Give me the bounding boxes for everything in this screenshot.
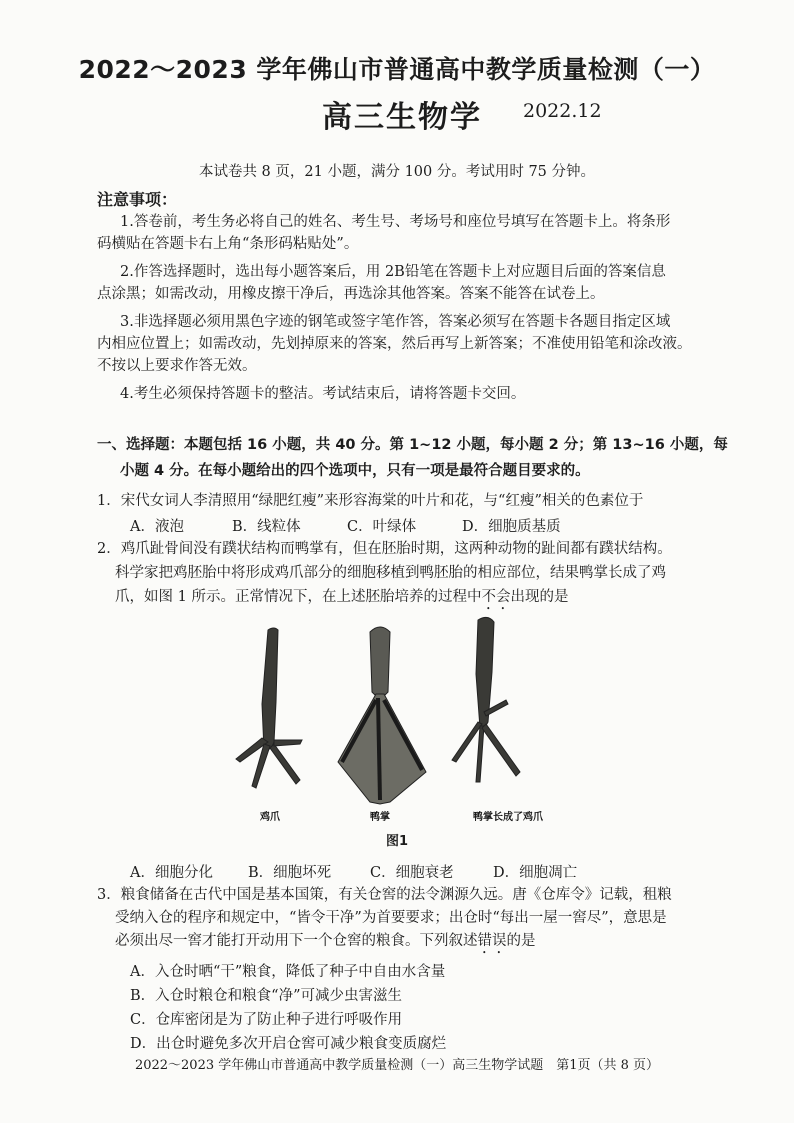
section-1-heading-line-2: 小题 4 分。在每小题给出的四个选项中，只有一项是最符合题目要求的。 bbox=[120, 463, 590, 479]
duck-foot-drawing bbox=[338, 627, 426, 804]
hybrid-foot-drawing bbox=[452, 617, 520, 782]
question-2-line-3-tail: 出现的是 bbox=[510, 589, 569, 605]
exam-title: 2022～2023 学年佛山市普通高中教学质量检测（一） bbox=[78, 55, 716, 84]
page-footer: 2022～2023 学年佛山市普通高中教学质量检测（一）高三生物学试题 第1页（共 8 页） bbox=[134, 1058, 660, 1073]
notice-item-2-line-2: 点涂黑；如需改动，用橡皮擦干净后，再选涂其他答案。答案不能答在试卷上。 bbox=[97, 286, 605, 302]
question-3-option-a: A．入仓时晒“干”粮食，降低了种子中自由水含量 bbox=[130, 964, 446, 980]
notice-item-3-line-3: 不按以上要求作答无效。 bbox=[97, 358, 257, 374]
notice-heading: 注意事项： bbox=[97, 190, 178, 209]
figure-label-duck: 鸭掌 bbox=[370, 812, 390, 823]
question-1-option-a: A．液泡 bbox=[130, 519, 184, 535]
figure-label-chicken: 鸡爪 bbox=[260, 812, 280, 823]
question-3-line-3-text: 必须出尽一窖才能打开动用下一个仓窖的粮食。下列叙述 bbox=[115, 933, 478, 949]
question-2-line-3-text: 爪，如图 1 所示。正常情况下，在上述胚胎培养的过程中 bbox=[115, 589, 482, 605]
question-3-line-2: 受纳入仓的程序和规定中，“皆令干净”为首要要求；出仓时“每出一屋一窖尽”，意思是 bbox=[115, 910, 667, 926]
notice-item-4-line-1: 4.考生必须保持答题卡的整洁。考试结束后，请将答题卡交回。 bbox=[120, 386, 526, 402]
question-3-line-3 bbox=[115, 930, 536, 957]
question-3-emphasis: 错误 bbox=[477, 933, 507, 949]
question-3-line-3-tail: 的是 bbox=[506, 933, 536, 949]
question-2-option-c: C．细胞衰老 bbox=[370, 865, 454, 881]
question-2-line-2: 科学家把鸡胚胎中将形成鸡爪部分的细胞移植到鸭胚胎的相应部位，结果鸭掌长成了鸡 bbox=[115, 565, 666, 581]
question-3-option-b: B．入仓时粮仓和粮食“净”可减少虫害滋生 bbox=[130, 988, 402, 1004]
question-1-option-b: B．线粒体 bbox=[232, 519, 301, 535]
question-3-option-d: D．出仓时避免多次开启仓窖可减少粮食变质腐烂 bbox=[130, 1036, 447, 1052]
question-3-line-1: 3．粮食储备在古代中国是基本国策，有关仓窖的法令渊源久远。唐《仓库令》记载，租粮 bbox=[97, 887, 672, 903]
subject-title: 高三生物学 bbox=[322, 100, 482, 135]
figure-caption: 图1 bbox=[385, 834, 409, 849]
notice-item-2-line-1: 2.作答选择题时，选出每小题答案后，用 2B铅笔在答题卡上对应题目后面的答案信息 bbox=[120, 264, 666, 280]
notice-item-1-line-1: 1.答卷前，考生务必将自己的姓名、考生号、考场号和座位号填写在答题卡上。将条形 bbox=[120, 214, 671, 230]
question-2-option-a: A．细胞分化 bbox=[130, 865, 213, 881]
chicken-foot-drawing bbox=[236, 628, 302, 788]
figure-label-hybrid: 鸭掌长成了鸡爪 bbox=[473, 812, 543, 823]
question-1-option-d: D．细胞质基质 bbox=[462, 519, 561, 535]
notice-item-3-line-2: 内相应位置上；如需改动，先划掉原来的答案，然后再写上新答案；不准使用铅笔和涂改液。 bbox=[97, 336, 692, 352]
notice-item-1-line-2: 码横贴在答题卡右上角“条形码粘贴处”。 bbox=[97, 236, 359, 252]
feet-figure bbox=[230, 612, 570, 827]
exam-info: 本试卷共 8 页，21 小题，满分 100 分。考试用时 75 分钟。 bbox=[198, 164, 596, 180]
question-3-option-c: C．仓库密闭是为了防止种子进行呼吸作用 bbox=[130, 1012, 403, 1028]
question-2-option-d: D．细胞凋亡 bbox=[493, 865, 578, 881]
notice-item-3-line-1: 3.非选择题必须用黑色字迹的钢笔或签字笔作答，答案必须写在答题卡各题目指定区域 bbox=[120, 314, 671, 330]
question-2-option-b: B．细胞坏死 bbox=[248, 865, 332, 881]
question-2-emphasis: 不会 bbox=[481, 589, 511, 605]
question-1-option-c: C．叶绿体 bbox=[347, 519, 417, 535]
exam-date: 2022.12 bbox=[523, 100, 602, 122]
question-2-line-3 bbox=[115, 586, 568, 613]
question-2-line-1: 2．鸡爪趾骨间没有蹼状结构而鸭掌有，但在胚胎时期，这两种动物的趾间都有蹼状结构。 bbox=[97, 541, 672, 557]
section-1-heading-line-1: 一、选择题：本题包括 16 小题，共 40 分。第 1~12 小题，每小题 2 分；第 13~16 小题，每 bbox=[97, 437, 728, 453]
question-1-stem: 1．宋代女词人李清照用“绿肥红瘦”来形容海棠的叶片和花，与“红瘦”相关的色素位于 bbox=[97, 493, 644, 509]
